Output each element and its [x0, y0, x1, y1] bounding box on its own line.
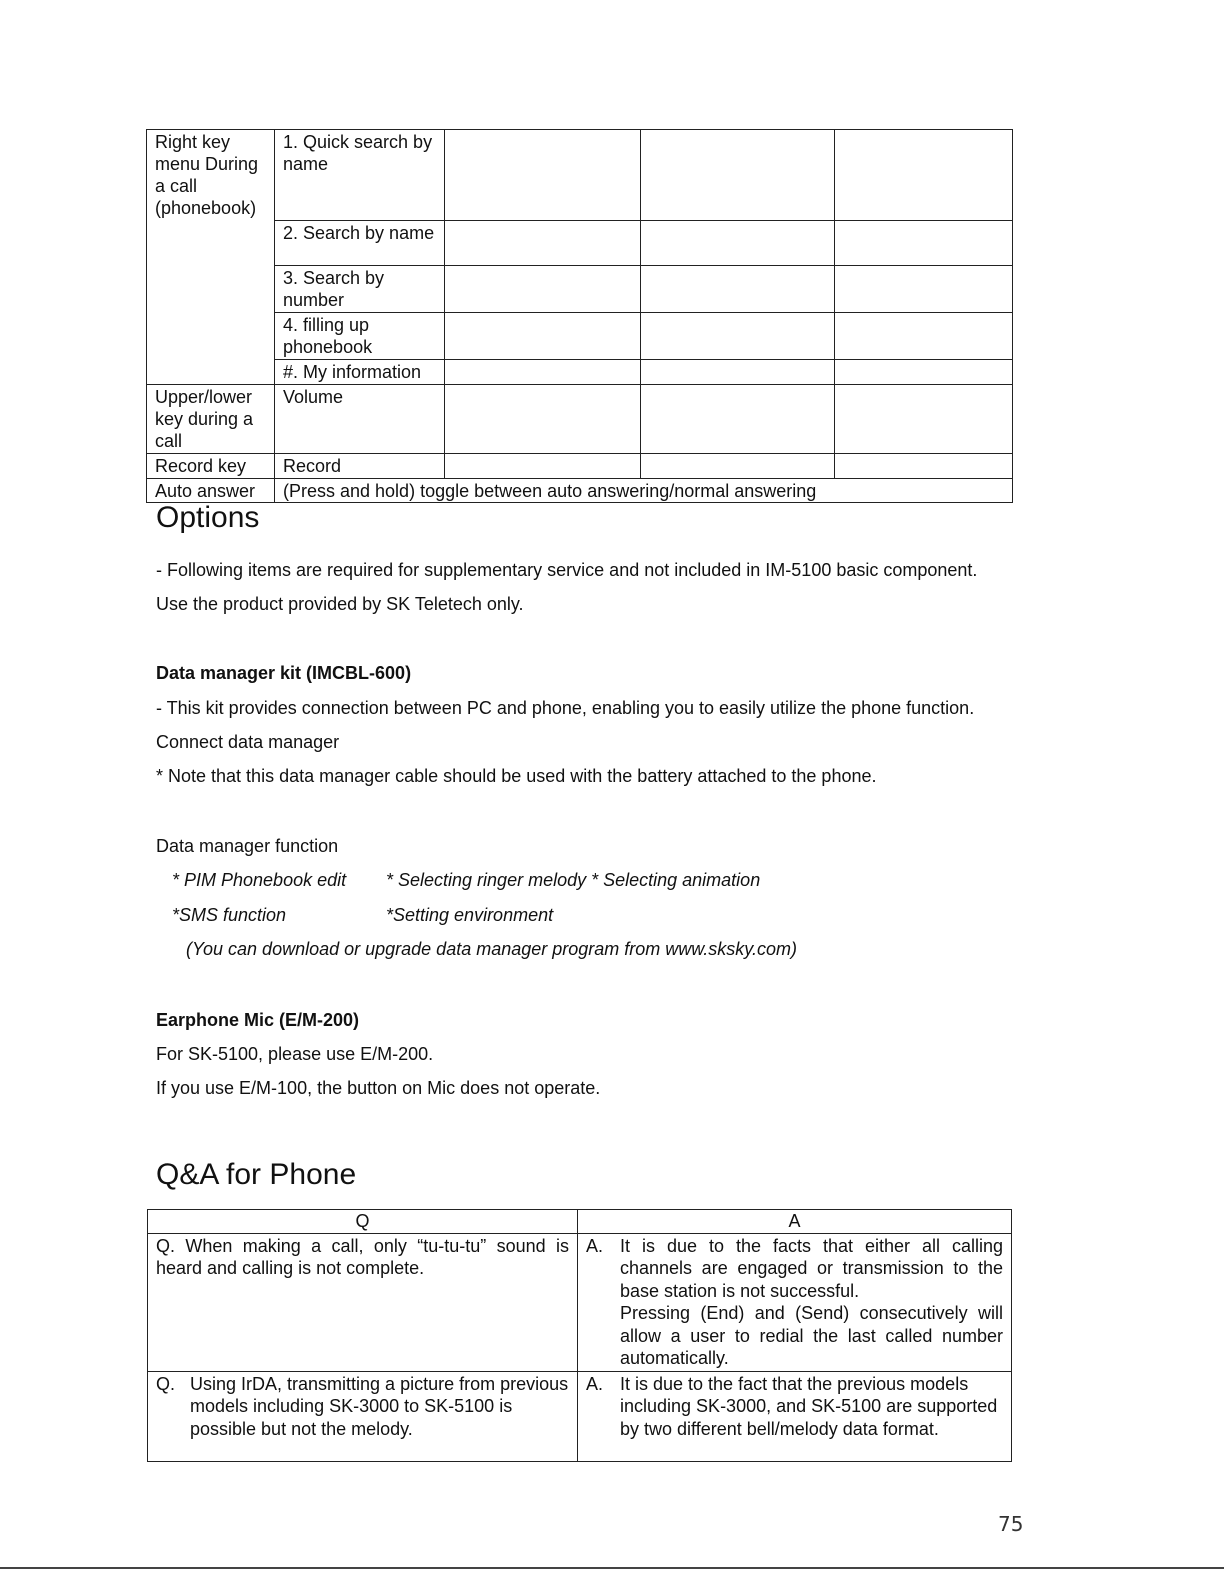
item-cell — [275, 454, 445, 479]
data-manager-note: * Note that this data manager cable should be used with the battery attached to the phone. — [156, 766, 877, 786]
key-function-table — [146, 129, 1013, 503]
item-label: Record — [283, 456, 342, 476]
empty-cell — [835, 221, 1013, 266]
item-label: 3. Search by number — [283, 268, 385, 310]
key-label: Record key — [155, 456, 247, 476]
options-heading: Options — [156, 501, 260, 534]
empty-cell — [641, 221, 835, 266]
answer-2-text: It is due to the fact that the previous models including SK-3000, and SK-5100 are supported by two different bell/melody data format. — [620, 1373, 998, 1439]
bottom-divider — [0, 1567, 1224, 1569]
key-cell-continued — [147, 266, 275, 313]
key-cell-auto-answer — [147, 479, 275, 503]
question-2-label: Q. — [156, 1373, 176, 1394]
function-ringer-animation: * Selecting ringer melody * Selecting animation — [386, 870, 761, 890]
page-number: 75 — [998, 1512, 1024, 1536]
item-label: 4. filling up phonebook — [283, 315, 373, 357]
item-label: (Press and hold) toggle between auto answering/normal answering — [283, 481, 817, 501]
key-cell-continued — [147, 221, 275, 266]
qa-table — [147, 1209, 1012, 1462]
empty-cell — [641, 130, 835, 221]
data-manager-line-1: - This kit provides connection between PC and phone, enabling you to easily utilize the phone function. — [156, 698, 975, 718]
empty-cell — [835, 130, 1013, 221]
empty-cell — [835, 360, 1013, 385]
empty-cell — [445, 313, 641, 360]
function-pim-phonebook: * PIM Phonebook edit — [172, 870, 347, 890]
answer-1-text-2: Pressing (End) and (Send) consecutively will allow a user to redial the last called number automatically. — [620, 1303, 1003, 1368]
answer-2-label: A. — [586, 1373, 604, 1394]
empty-cell — [445, 221, 641, 266]
key-label: Auto answer — [155, 481, 256, 501]
item-cell — [275, 360, 445, 385]
empty-cell — [445, 454, 641, 479]
empty-cell — [835, 313, 1013, 360]
empty-cell — [641, 266, 835, 313]
download-note: (You can download or upgrade data manager program from www.sksky.com) — [186, 939, 797, 959]
answer-1-label: A. — [586, 1235, 604, 1256]
key-cell-upper-lower — [147, 385, 275, 454]
qa-head-a: A — [578, 1210, 1012, 1234]
answer-2-cell — [578, 1371, 1012, 1461]
item-label: Volume — [283, 387, 344, 407]
empty-cell — [641, 313, 835, 360]
item-cell — [275, 221, 445, 266]
data-manager-line-2: Connect data manager — [156, 732, 340, 752]
item-label: 2. Search by name — [283, 223, 435, 243]
answer-2 — [586, 1373, 1003, 1441]
earphone-line-2: If you use E/M-100, the button on Mic does not operate. — [156, 1078, 601, 1098]
item-cell — [275, 385, 445, 454]
item-label: #. My information — [283, 362, 422, 382]
empty-cell — [445, 266, 641, 313]
key-cell-right-key-menu — [147, 130, 275, 221]
answer-1 — [586, 1235, 1003, 1370]
key-label: Upper/lower key during a call — [155, 387, 254, 451]
item-cell — [275, 313, 445, 360]
empty-cell — [641, 454, 835, 479]
answer-1-cell — [578, 1233, 1012, 1371]
question-1-text: Q. When making a call, only “tu-tu-tu” sound is heard and calling is not complete. — [156, 1235, 569, 1278]
item-cell — [275, 266, 445, 313]
qa-heading: Q&A for Phone — [156, 1158, 357, 1191]
qa-head-q: Q — [148, 1210, 578, 1234]
question-2 — [156, 1373, 569, 1441]
empty-cell — [835, 454, 1013, 479]
key-label: Right key menu During a call (phonebook) — [155, 132, 259, 218]
options-intro-2: Use the product provided by SK Teletech only. — [156, 594, 524, 614]
question-1-cell — [148, 1233, 578, 1371]
data-manager-function-title: Data manager function — [156, 836, 339, 856]
item-cell-wide — [275, 479, 1013, 503]
empty-cell — [445, 385, 641, 454]
options-intro-1: - Following items are required for supplementary service and not included in IM-5100 basic component. — [156, 560, 978, 580]
function-setting-environment: *Setting environment — [386, 905, 554, 925]
empty-cell — [445, 360, 641, 385]
key-cell-record — [147, 454, 275, 479]
answer-1-body — [620, 1235, 1003, 1370]
function-sms: *SMS function — [172, 905, 287, 925]
item-cell — [275, 130, 445, 221]
key-cell-continued — [147, 360, 275, 385]
empty-cell — [835, 385, 1013, 454]
item-label: 1. Quick search by name — [283, 132, 433, 174]
empty-cell — [641, 385, 835, 454]
empty-cell — [641, 360, 835, 385]
data-manager-heading: Data manager kit (IMCBL-600) — [156, 663, 412, 683]
earphone-line-1: For SK-5100, please use E/M-200. — [156, 1044, 434, 1064]
question-2-cell — [148, 1371, 578, 1461]
empty-cell — [835, 266, 1013, 313]
question-2-text: Using IrDA, transmitting a picture from previous models including SK-3000 to SK-5100 is possible but not the melody. — [190, 1373, 569, 1439]
empty-cell — [445, 130, 641, 221]
answer-1-text: It is due to the facts that either all calling channels are engaged or transmission to the base station is not successful. — [620, 1235, 1003, 1301]
earphone-heading: Earphone Mic (E/M-200) — [156, 1010, 360, 1030]
key-cell-continued — [147, 313, 275, 360]
